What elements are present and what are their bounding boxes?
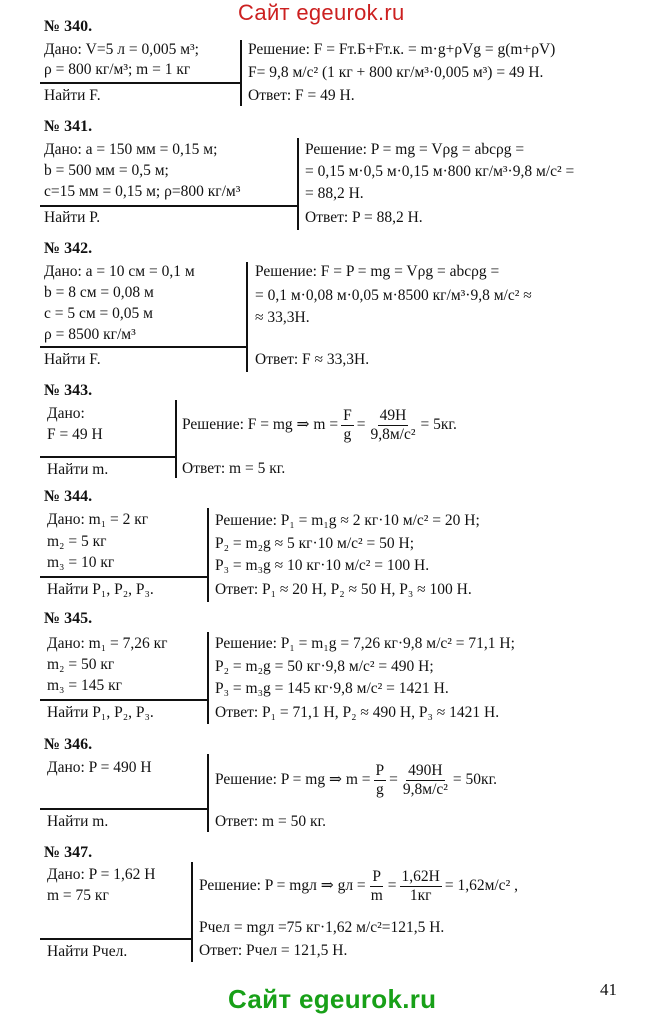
divider bbox=[297, 138, 299, 230]
divider bbox=[175, 400, 177, 478]
solution-line: Решение: F = P = mg = Vρg = abcρg = bbox=[255, 263, 500, 280]
equals-sign: = bbox=[356, 416, 366, 433]
divider bbox=[40, 205, 298, 207]
solution-line: = 0,1 м·0,08 м·0,05 м·8500 кг/м³·9,8 м/с² ≈ bbox=[255, 287, 532, 304]
solution-line: P₃ = m₃g ≈ 10 кг·10 м/с² = 100 Н. bbox=[215, 557, 430, 574]
solution-formula bbox=[182, 403, 457, 447]
fraction bbox=[369, 868, 385, 905]
fraction bbox=[374, 762, 387, 799]
answer-line: Ответ: F ≈ 33,3Н. bbox=[255, 351, 370, 368]
given-line: Дано: P = 1,62 Н bbox=[47, 866, 156, 883]
solution-line: Решение: P = mg = Vρg = abcρg = bbox=[305, 141, 525, 158]
solution-line: F= 9,8 м/с² (1 кг + 800 кг/м³·0,005 м³) = 49 Н. bbox=[248, 64, 544, 81]
given-line: m₃ = 10 кг bbox=[47, 554, 115, 571]
numerator: 490Н bbox=[408, 761, 443, 779]
find-line: Найти F. bbox=[44, 87, 101, 104]
given-line: ρ = 8500 кг/м³ bbox=[44, 326, 136, 343]
divider bbox=[40, 699, 208, 701]
given-line: m₂ = 5 кг bbox=[47, 533, 107, 550]
equals-sign: = bbox=[387, 877, 397, 894]
find-line: Найти P. bbox=[44, 209, 101, 226]
divider bbox=[207, 508, 209, 602]
solution-line: P₂ = m₂g = 50 кг·9,8 м/с² = 490 Н; bbox=[215, 658, 434, 675]
find-line: Найти P₁, P₂, P₃. bbox=[47, 704, 154, 721]
solution-suffix: = 5кг. bbox=[420, 416, 457, 433]
equals-sign: = bbox=[389, 771, 398, 788]
solution-line: Решение: P₁ = m₁g ≈ 2 кг·10 м/с² = 20 Н; bbox=[215, 512, 480, 529]
given-line: Дано: m₁ = 7,26 кг bbox=[47, 635, 168, 652]
numerator: P bbox=[372, 867, 382, 885]
divider bbox=[191, 862, 193, 962]
numerator: 49Н bbox=[379, 406, 407, 424]
solution-line: Решение: F = Fт.Б+Fт.к. = m·g+ρVg = g(m+ρV) bbox=[248, 41, 556, 58]
given-line: Дано: a = 10 см = 0,1 м bbox=[44, 263, 195, 280]
find-line: Найти m. bbox=[47, 461, 109, 478]
solution-prefix: Решение: P = mg ⇒ m = bbox=[215, 771, 371, 788]
divider bbox=[207, 632, 209, 724]
answer-line: Ответ: m = 50 кг. bbox=[215, 813, 326, 830]
divider bbox=[40, 346, 247, 348]
find-line: Найти F. bbox=[44, 351, 101, 368]
answer-line: Ответ: m = 5 кг. bbox=[182, 460, 286, 477]
solution-formula bbox=[199, 864, 518, 908]
divider bbox=[40, 82, 240, 84]
problem-title: № 344. bbox=[44, 488, 93, 505]
answer-line: Ответ: P₁ = 71,1 Н, P₂ ≈ 490 Н, P₃ ≈ 1421 Н. bbox=[215, 704, 500, 721]
divider bbox=[40, 938, 192, 940]
fraction bbox=[341, 407, 354, 444]
given-line: b = 8 см = 0,08 м bbox=[44, 284, 154, 301]
fraction bbox=[400, 868, 442, 905]
fraction bbox=[401, 762, 450, 799]
solution-prefix: Решение: P = mgл ⇒ gл = bbox=[199, 877, 366, 894]
problem-title: № 346. bbox=[44, 736, 93, 753]
given-line: Дано: m₁ = 2 кг bbox=[47, 511, 149, 528]
answer-line: Ответ: P₁ ≈ 20 Н, P₂ ≈ 50 Н, P₃ ≈ 100 Н. bbox=[215, 581, 472, 598]
answer-line: Ответ: Pчел = 121,5 Н. bbox=[199, 942, 348, 959]
divider bbox=[240, 40, 242, 106]
given-line: m₃ = 145 кг bbox=[47, 677, 122, 694]
find-line: Найти P₁, P₂, P₃. bbox=[47, 581, 154, 598]
numerator: 1,62Н bbox=[401, 867, 440, 885]
problem-title: № 347. bbox=[44, 844, 93, 861]
answer-line: Ответ: P = 88,2 Н. bbox=[305, 209, 423, 226]
site-watermark-top: Сайт egeurok.ru bbox=[238, 0, 405, 25]
problem-title: № 345. bbox=[44, 610, 93, 627]
find-line: Найти Pчел. bbox=[47, 943, 128, 960]
divider bbox=[40, 808, 208, 810]
given-line: c = 5 см = 0,05 м bbox=[44, 305, 153, 322]
solution-line: ≈ 33,3Н. bbox=[255, 309, 310, 326]
given-line: ρ = 800 кг/м³; m = 1 кг bbox=[44, 61, 191, 78]
denominator: 9,8м/с² bbox=[402, 780, 448, 798]
solution-line: = 88,2 Н. bbox=[305, 185, 364, 202]
given-line: b = 500 мм = 0,5 м; bbox=[44, 162, 169, 179]
divider bbox=[40, 456, 176, 458]
page-number: 41 bbox=[600, 980, 617, 999]
solution-suffix: = 1,62м/с² , bbox=[444, 877, 518, 894]
given-line: Дано: bbox=[47, 405, 85, 422]
problem-title: № 341. bbox=[44, 118, 93, 135]
numerator: P bbox=[375, 761, 385, 779]
given-line: c=15 мм = 0,15 м; ρ=800 кг/м³ bbox=[44, 183, 241, 200]
given-line: F = 49 Н bbox=[47, 426, 103, 443]
given-line: m = 75 кг bbox=[47, 887, 109, 904]
divider bbox=[246, 262, 248, 372]
problem-title: № 343. bbox=[44, 382, 93, 399]
problem-title: № 342. bbox=[44, 240, 93, 257]
solution-line: P₂ = m₂g ≈ 5 кг·10 м/с² = 50 Н; bbox=[215, 535, 415, 552]
numerator: F bbox=[343, 406, 352, 424]
problem-title: № 340. bbox=[44, 18, 93, 35]
solution-suffix: = 50кг. bbox=[452, 771, 498, 788]
denominator: g bbox=[375, 780, 384, 798]
solution-line: P₃ = m₃g = 145 кг·9,8 м/с² = 1421 Н. bbox=[215, 680, 449, 697]
denominator: 9,8м/с² bbox=[370, 425, 416, 443]
divider bbox=[207, 754, 209, 832]
given-line: m₂ = 50 кг bbox=[47, 656, 115, 673]
solution-prefix: Решение: F = mg ⇒ m = bbox=[182, 416, 339, 433]
solution-formula bbox=[215, 758, 497, 802]
denominator: m bbox=[370, 886, 383, 904]
site-watermark-bottom: Сайт egeurok.ru bbox=[228, 984, 437, 1014]
solution-line: Pчел = mgл =75 кг·1,62 м/с²=121,5 Н. bbox=[199, 919, 445, 936]
solution-line: Решение: P₁ = m₁g = 7,26 кг·9,8 м/с² = 71,1 Н; bbox=[215, 635, 515, 652]
given-line: Дано: V=5 л = 0,005 м³; bbox=[44, 41, 199, 58]
solution-line: = 0,15 м·0,5 м·0,15 м·800 кг/м³·9,8 м/с² = bbox=[305, 163, 575, 180]
fraction bbox=[368, 407, 417, 444]
given-line: Дано: P = 490 Н bbox=[47, 759, 152, 776]
find-line: Найти m. bbox=[47, 813, 109, 830]
divider bbox=[40, 576, 208, 578]
denominator: g bbox=[343, 425, 352, 443]
answer-line: Ответ: F = 49 Н. bbox=[248, 87, 355, 104]
given-line: Дано: a = 150 мм = 0,15 м; bbox=[44, 141, 218, 158]
denominator: 1кг bbox=[409, 886, 432, 904]
